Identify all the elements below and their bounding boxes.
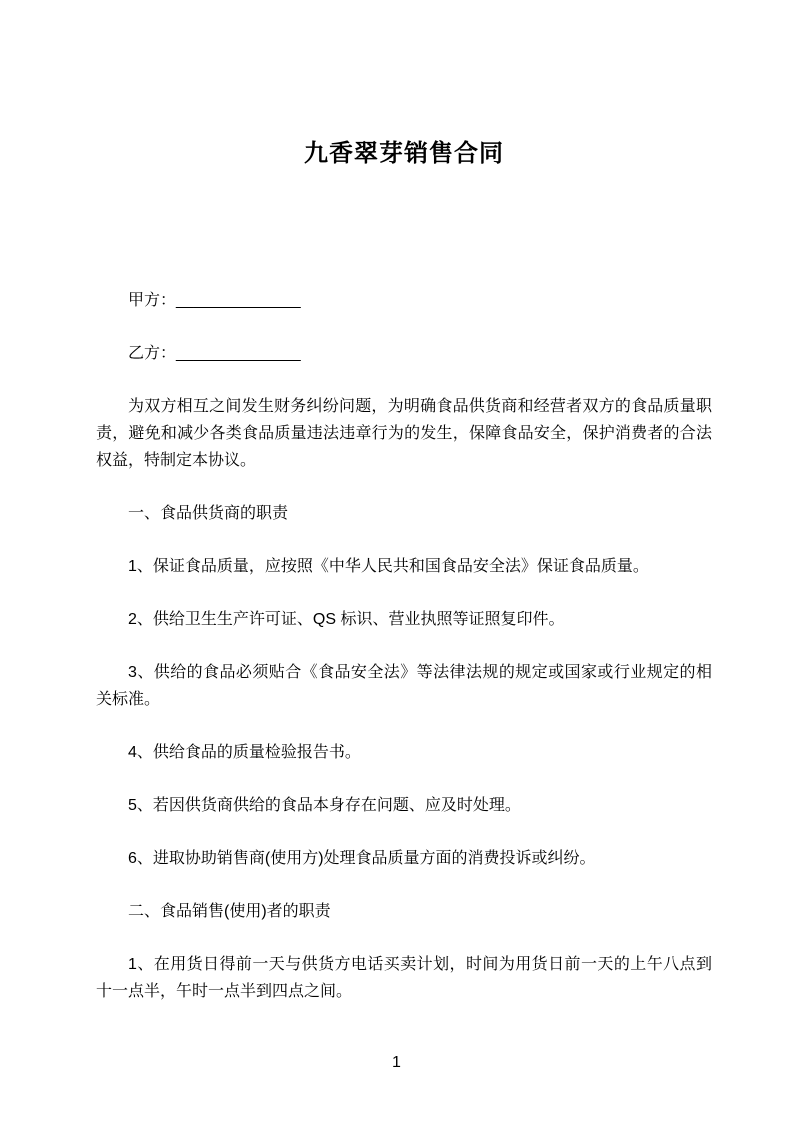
section-1-clause-4: 4、供给食品的质量检验报告书。 bbox=[128, 744, 361, 761]
party-b-line bbox=[96, 340, 712, 367]
section-2-clause-1: 1、在用货日得前一天与供货方电话买卖计划，时间为用货日前一天的上午八点到十一点半，午时一点半到四点之间。 bbox=[96, 956, 712, 1000]
preamble-paragraph: 为双方相互之间发生财务纠纷问题，为明确食品供货商和经营者双方的食品质量职责，避免和减少各类食品质量违法违章行为的发生，保障食品安全，保护消费者的合法权益，特制定本协议。 bbox=[96, 398, 712, 469]
page-number: 1 bbox=[392, 1054, 401, 1071]
party-a-line bbox=[96, 287, 712, 314]
contract-title: 九香翠芽销售合同 bbox=[304, 140, 504, 167]
party-a-blank: ______________ bbox=[176, 292, 301, 309]
party-b-blank: ______________ bbox=[176, 345, 301, 362]
section-1-heading: 一、食品供货商的职责 bbox=[128, 505, 289, 522]
section-1-clause-2: 2、供给卫生生产许可证、QS 标识、营业执照等证照复印件。 bbox=[128, 611, 565, 628]
section-1-clause-6: 6、进取协助销售商(使用方)处理食品质量方面的消费投诉或纠纷。 bbox=[128, 850, 596, 867]
section-1-clause-5: 5、若因供货商供给的食品本身存在问题、应及时处理。 bbox=[128, 797, 521, 814]
section-1-clause-3: 3、供给的食品必须贴合《食品安全法》等法律法规的规定或国家或行业规定的相关标准。 bbox=[96, 664, 712, 708]
party-a-label: 甲方： bbox=[128, 292, 177, 309]
section-1-clause-1: 1、保证食品质量，应按照《中华人民共和国食品安全法》保证食品质量。 bbox=[128, 558, 649, 575]
party-b-label: 乙方： bbox=[128, 345, 177, 362]
section-2-heading: 二、食品销售(使用)者的职责 bbox=[128, 903, 331, 920]
